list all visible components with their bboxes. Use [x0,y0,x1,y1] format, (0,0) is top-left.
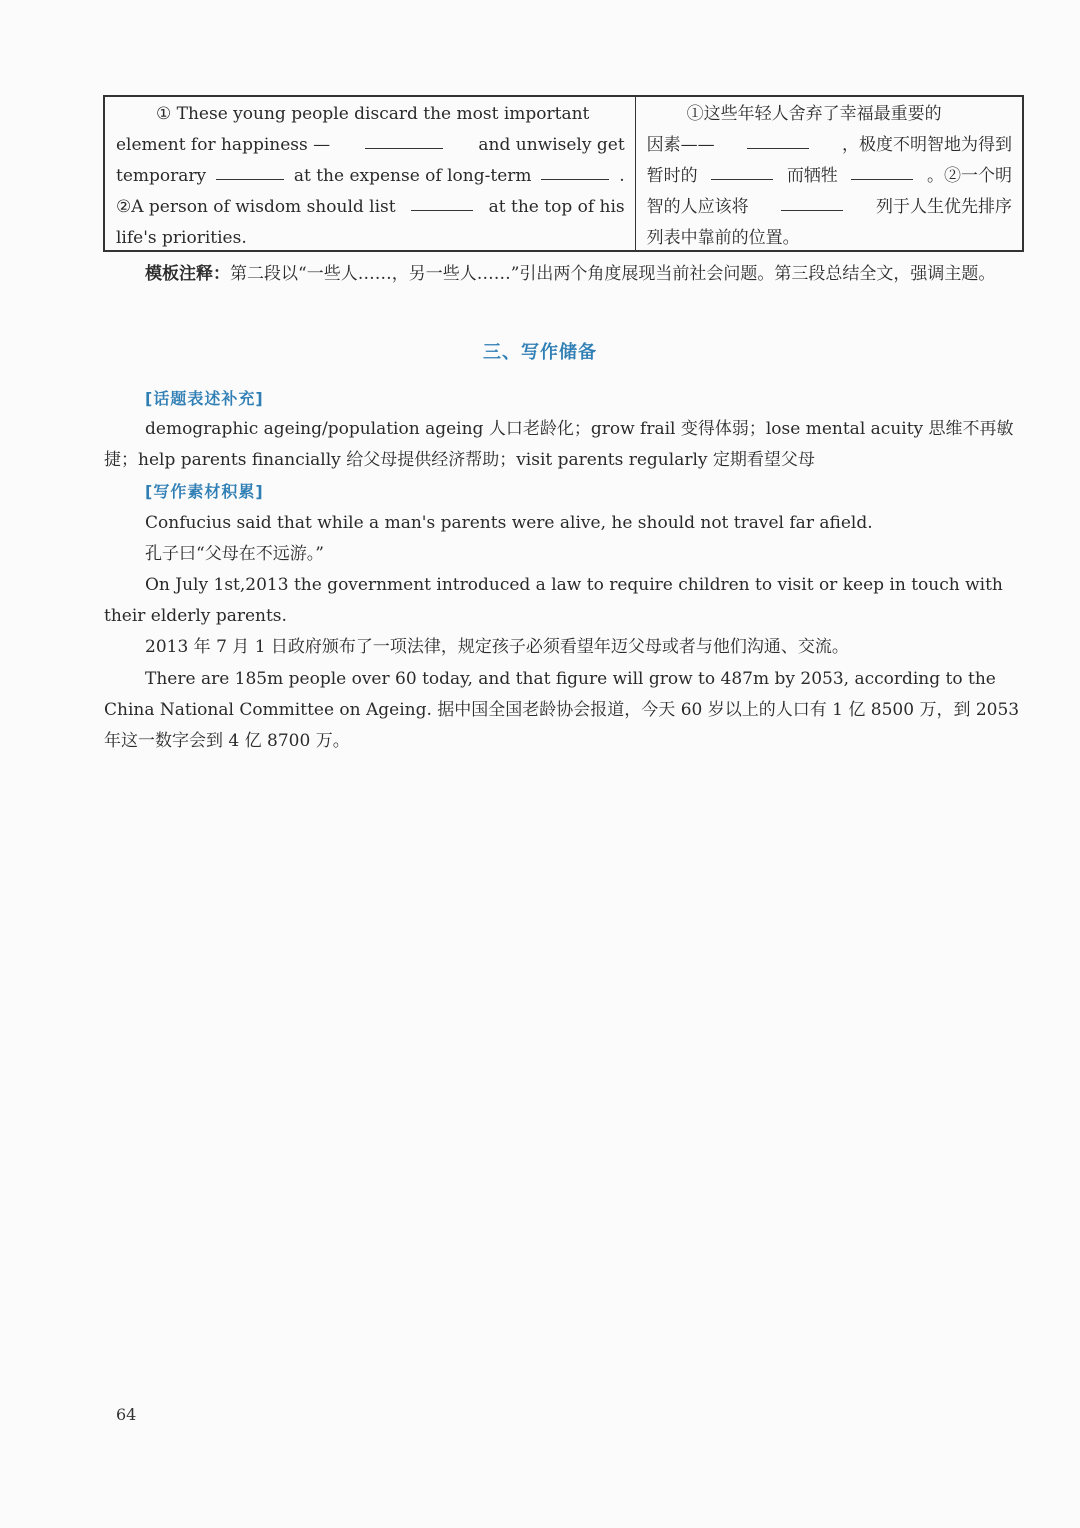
blank [781,192,843,211]
template-table [103,95,1024,252]
zh-line-2: 因素—— ，极度不明智地为得到 [647,130,1012,161]
topic-tag: [话题表述补充] [145,389,264,408]
zh-line-3: 暂时的 而牺牲 。②一个明 [647,161,1012,192]
blank [747,130,809,149]
note-label: 模板注释： [145,264,230,284]
material-tag: [写作素材积累] [145,482,264,501]
topic-text: demographic ageing/population ageing 人口老龄化；grow frail 变得体弱；lose mental acuity 思维不再敏捷；help parents financially 给父母提供经济帮助；visit parents regularly 定期看望父母 [104,419,1014,470]
zh-line-5: 列表中靠前的位置。 [646,228,800,248]
blank [711,161,773,180]
material-1: Confucius said that while a man's parents were alive, he should not travel far afield. [145,513,873,533]
page-number: 64 [116,1405,137,1424]
blank [851,161,913,180]
material-3: On July 1st,2013 the government introduced a law to require children to visit or keep in touch with their elderly parents. [104,575,1003,626]
template-note [104,259,1026,290]
english-cell [105,97,636,250]
note-text: 第二段以“一些人……，另一些人……”引出两个角度展现当前社会问题。第三段总结全文，强调主题。 [230,264,996,284]
section-title: 三、写作储备 [483,342,597,363]
blank [411,192,473,211]
material-5: There are 185m people over 60 today, and that figure will grow to 487m by 2053, according to the China National Committee on Ageing. 据中国全国老龄协会报道，今天 60 岁以上的人口有 1 亿 8500 万，到 2053 年这一数字会到 4 亿 8700 万。 [104,669,1020,751]
blank [216,161,284,180]
material-4: 2013 年 7 月 1 日政府颁布了一项法律，规定孩子必须看望年迈父母或者与他们沟通、交流。 [145,637,849,657]
en-line-4: ②A person of wisdom should list at the top of his [116,192,625,223]
en-line-5: life's priorities. [116,228,247,248]
en-line-1: ① These young people discard the most important [156,104,590,124]
zh-line-1: ①这些年轻人舍弃了幸福最重要的 [686,104,942,124]
blank [541,161,609,180]
chinese-cell [636,97,1022,250]
en-line-2: element for happiness — and unwisely get [116,130,625,161]
material-2: 孔子曰“父母在不远游。” [145,544,324,564]
zh-line-4: 智的人应该将 列于人生优先排序 [647,192,1012,223]
blank [365,130,443,149]
en-line-3: temporary at the expense of long-term . [116,161,625,192]
